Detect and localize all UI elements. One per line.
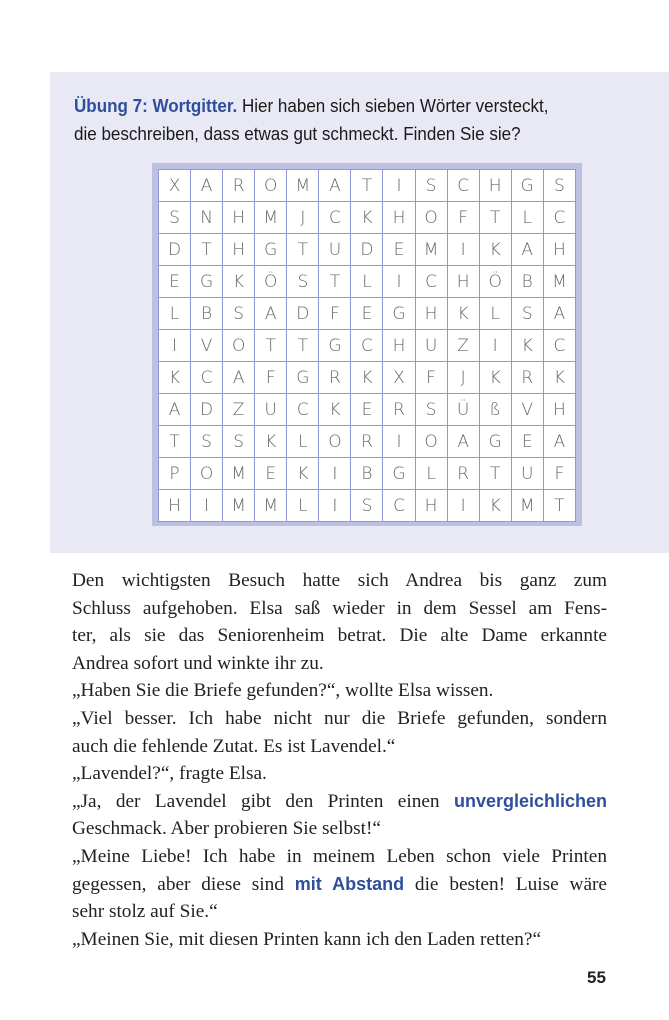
grid-cell: L	[511, 202, 543, 234]
grid-cell: G	[319, 330, 351, 362]
grid-cell: T	[479, 202, 511, 234]
grid-row	[159, 426, 576, 458]
grid-cell: A	[255, 298, 287, 330]
grid-cell: K	[447, 298, 479, 330]
grid-cell: O	[191, 458, 223, 490]
grid-cell: L	[287, 490, 319, 522]
grid-cell: G	[383, 298, 415, 330]
grid-cell: I	[319, 490, 351, 522]
grid-cell: H	[447, 266, 479, 298]
grid-row	[159, 298, 576, 330]
grid-cell: T	[191, 234, 223, 266]
grid-cell: K	[511, 330, 543, 362]
grid-cell: J	[447, 362, 479, 394]
grid-cell: T	[159, 426, 191, 458]
grid-cell: J	[287, 202, 319, 234]
grid-cell: I	[383, 170, 415, 202]
grid-cell: M	[415, 234, 447, 266]
grid-cell: T	[287, 330, 319, 362]
grid-cell: H	[159, 490, 191, 522]
grid-cell: ß	[479, 394, 511, 426]
grid-cell: F	[415, 362, 447, 394]
grid-cell: Ö	[479, 266, 511, 298]
grid-cell: D	[191, 394, 223, 426]
grid-cell: G	[383, 458, 415, 490]
grid-cell: S	[159, 202, 191, 234]
text-line	[72, 788, 607, 816]
grid-cell: R	[511, 362, 543, 394]
grid-row	[159, 234, 576, 266]
grid-cell: O	[319, 426, 351, 458]
instruction-line-2: die beschreiben, dass etwas gut schmeckt. Finden Sie sie?	[74, 123, 521, 144]
text-line: „Lavendel?“, fragte Elsa.	[72, 763, 267, 785]
grid-cell: V	[191, 330, 223, 362]
grid-cell: O	[255, 170, 287, 202]
text-line: Schluss aufgehoben. Elsa saß wieder in dem Sessel am Fens-	[72, 597, 607, 619]
grid-cell: R	[447, 458, 479, 490]
text-line	[72, 871, 607, 899]
grid-cell: G	[287, 362, 319, 394]
text-line: auch die fehlende Zutat. Es ist Lavendel.“	[72, 735, 396, 757]
grid-cell: M	[511, 490, 543, 522]
grid-cell: U	[511, 458, 543, 490]
text-line: Geschmack. Aber probieren Sie selbst!“	[72, 818, 381, 840]
grid-cell: S	[191, 426, 223, 458]
grid-cell: Z	[447, 330, 479, 362]
grid-cell: T	[319, 266, 351, 298]
text-line: ter, als sie das Seniorenheim betrat. Die alte Dame erkannte	[72, 625, 607, 647]
grid-cell: C	[543, 330, 575, 362]
grid-cell: A	[543, 426, 575, 458]
grid-row	[159, 170, 576, 202]
grid-cell: S	[543, 170, 575, 202]
grid-cell: P	[159, 458, 191, 490]
grid-cell: T	[255, 330, 287, 362]
grid-cell: A	[223, 362, 255, 394]
grid-cell: V	[511, 394, 543, 426]
grid-cell: G	[255, 234, 287, 266]
grid-cell: M	[223, 490, 255, 522]
grid-cell: H	[543, 394, 575, 426]
grid-cell: H	[415, 490, 447, 522]
grid-cell: L	[287, 426, 319, 458]
grid-cell: T	[287, 234, 319, 266]
grid-cell: L	[351, 266, 383, 298]
text-line: „Meine Liebe! Ich habe in meinem Leben schon viele Printen	[72, 845, 607, 867]
grid-cell: F	[319, 298, 351, 330]
grid-cell: G	[479, 426, 511, 458]
grid-cell: K	[479, 490, 511, 522]
text-line: „Viel besser. Ich habe nicht nur die Briefe gefunden, sondern	[72, 707, 607, 729]
grid-cell: G	[511, 170, 543, 202]
grid-row	[159, 362, 576, 394]
grid-cell: E	[255, 458, 287, 490]
grid-row	[159, 202, 576, 234]
grid-cell: D	[287, 298, 319, 330]
grid-cell: K	[223, 266, 255, 298]
grid-cell: S	[351, 490, 383, 522]
instruction-line-1: Hier haben sich sieben Wörter versteckt,	[237, 95, 549, 116]
grid-cell: K	[351, 362, 383, 394]
text-line: Andrea sofort und winkte ihr zu.	[72, 652, 324, 674]
grid-cell: L	[415, 458, 447, 490]
grid-cell: H	[223, 202, 255, 234]
grid-cell: E	[351, 298, 383, 330]
text-line: „Haben Sie die Briefe gefunden?“, wollte Elsa wissen.	[72, 680, 494, 702]
grid-cell: H	[543, 234, 575, 266]
grid-cell: T	[479, 458, 511, 490]
grid-cell: B	[511, 266, 543, 298]
text-segment: „Ja, der Lavendel gibt den Printen einen	[72, 790, 454, 812]
grid-row	[159, 458, 576, 490]
grid-cell: I	[191, 490, 223, 522]
grid-cell: S	[511, 298, 543, 330]
grid-cell: I	[479, 330, 511, 362]
grid-cell: I	[447, 234, 479, 266]
grid-cell: K	[351, 202, 383, 234]
grid-cell: I	[447, 490, 479, 522]
grid-cell: C	[383, 490, 415, 522]
highlighted-word: unvergleichlichen	[453, 790, 607, 811]
grid-cell: S	[415, 170, 447, 202]
grid-cell: A	[543, 298, 575, 330]
grid-cell: G	[191, 266, 223, 298]
grid-cell: F	[543, 458, 575, 490]
text-line: „Meinen Sie, mit diesen Printen kann ich den Laden retten?“	[72, 928, 542, 950]
grid-cell: C	[191, 362, 223, 394]
grid-cell: E	[351, 394, 383, 426]
grid-cell: C	[319, 202, 351, 234]
grid-cell: T	[351, 170, 383, 202]
grid-cell: R	[383, 394, 415, 426]
grid-cell: A	[447, 426, 479, 458]
grid-cell: X	[383, 362, 415, 394]
grid-cell: K	[479, 234, 511, 266]
grid-cell: I	[159, 330, 191, 362]
grid-cell: K	[287, 458, 319, 490]
grid-cell: A	[159, 394, 191, 426]
grid-cell: X	[159, 170, 191, 202]
grid-row	[159, 330, 576, 362]
grid-cell: E	[159, 266, 191, 298]
story-text	[72, 567, 607, 953]
grid-cell: U	[255, 394, 287, 426]
grid-cell: B	[351, 458, 383, 490]
grid-cell: H	[383, 330, 415, 362]
grid-cell: O	[415, 202, 447, 234]
grid-cell: C	[351, 330, 383, 362]
grid-row	[159, 490, 576, 522]
grid-cell: M	[287, 170, 319, 202]
grid-cell: Z	[223, 394, 255, 426]
grid-cell: Ü	[447, 394, 479, 426]
grid-cell: M	[223, 458, 255, 490]
grid-row	[159, 394, 576, 426]
grid-cell: S	[287, 266, 319, 298]
grid-cell: M	[255, 202, 287, 234]
grid-cell: E	[383, 234, 415, 266]
grid-cell: I	[319, 458, 351, 490]
exercise-title: Übung 7: Wortgitter.	[74, 95, 238, 116]
grid-cell: C	[287, 394, 319, 426]
grid-cell: R	[223, 170, 255, 202]
page-number: 55	[587, 968, 606, 987]
grid-cell: I	[383, 426, 415, 458]
grid-cell: K	[255, 426, 287, 458]
grid-cell: C	[543, 202, 575, 234]
grid-cell: R	[351, 426, 383, 458]
grid-cell: N	[191, 202, 223, 234]
grid-cell: L	[479, 298, 511, 330]
grid-cell: A	[191, 170, 223, 202]
text-segment: die besten! Luise wäre	[404, 873, 607, 895]
grid-cell: S	[415, 394, 447, 426]
word-grid	[152, 163, 582, 526]
grid-cell: F	[255, 362, 287, 394]
grid-row	[159, 266, 576, 298]
grid-cell: H	[415, 298, 447, 330]
grid-cell: F	[447, 202, 479, 234]
grid-cell: Ö	[255, 266, 287, 298]
grid-cell: C	[415, 266, 447, 298]
grid-cell: E	[511, 426, 543, 458]
grid-cell: A	[319, 170, 351, 202]
grid-cell: D	[159, 234, 191, 266]
grid-cell: A	[511, 234, 543, 266]
grid-cell: L	[159, 298, 191, 330]
grid-cell: S	[223, 298, 255, 330]
grid-cell: H	[479, 170, 511, 202]
highlighted-word: mit Abstand	[294, 873, 405, 894]
grid-cell: K	[479, 362, 511, 394]
grid-cell: K	[319, 394, 351, 426]
grid-cell: K	[159, 362, 191, 394]
text-line: sehr stolz auf Sie.“	[72, 901, 218, 923]
grid-cell: U	[415, 330, 447, 362]
grid-cell: R	[319, 362, 351, 394]
grid-cell: H	[383, 202, 415, 234]
text-line: Den wichtigsten Besuch hatte sich Andrea bis ganz zum	[72, 570, 607, 591]
grid-cell: B	[191, 298, 223, 330]
grid-cell: M	[543, 266, 575, 298]
grid-cell: D	[351, 234, 383, 266]
grid-cell: O	[223, 330, 255, 362]
grid-cell: M	[255, 490, 287, 522]
grid-cell: O	[415, 426, 447, 458]
text-segment: gegessen, aber diese sind	[72, 873, 295, 895]
grid-cell: T	[543, 490, 575, 522]
grid-cell: K	[543, 362, 575, 394]
exercise-instructions	[74, 92, 654, 148]
grid-cell: I	[383, 266, 415, 298]
grid-cell: U	[319, 234, 351, 266]
grid-cell: H	[223, 234, 255, 266]
grid-cell: C	[447, 170, 479, 202]
grid-cell: S	[223, 426, 255, 458]
